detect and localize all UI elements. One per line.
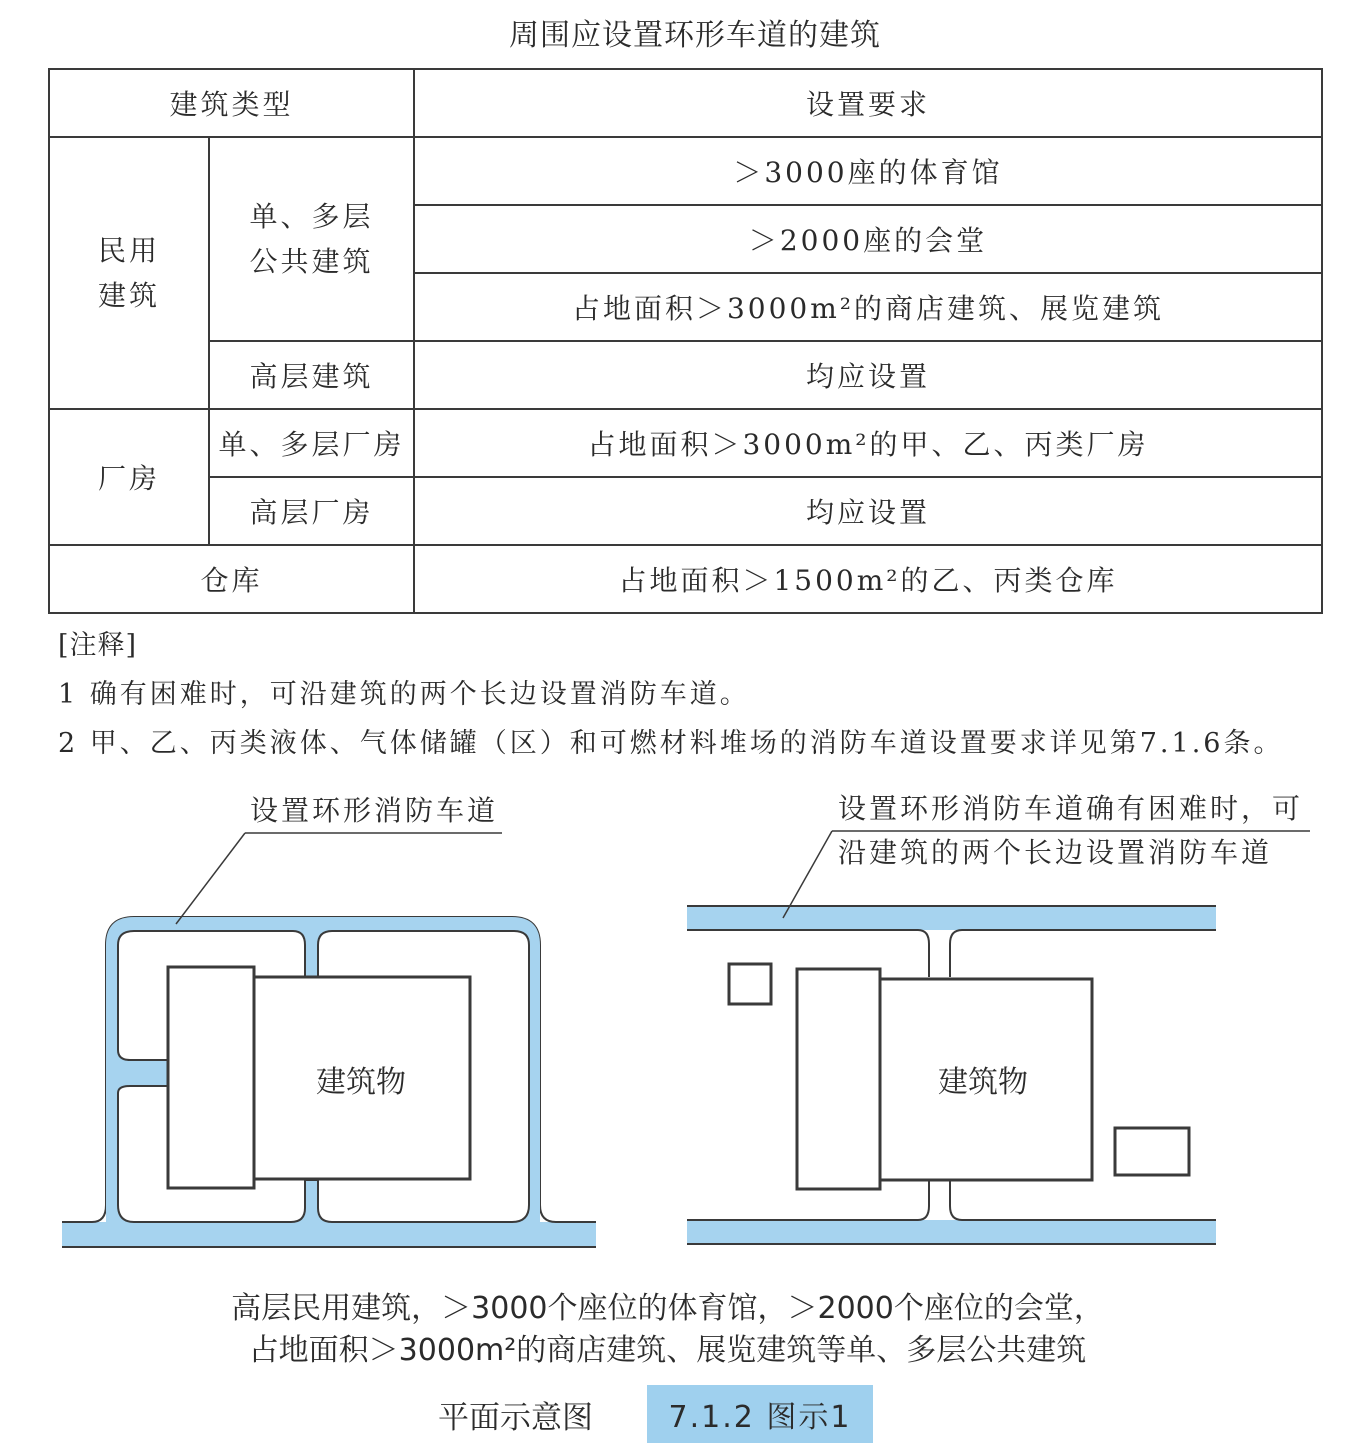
left-callout-label: 设置环形消防车道 xyxy=(250,794,499,827)
sub-high-rise: 高层建筑 xyxy=(209,341,414,409)
sub-public-line1: 单、多层 xyxy=(249,200,374,233)
requirement-cell: ＞3000座的体育馆 xyxy=(414,137,1322,205)
note-item: 2 甲、乙、丙类液体、气体储罐（区）和可燃材料堆场的消防车道设置要求详见第7.1.6条。 xyxy=(58,728,1284,759)
figure-id: 7.1.2 图示1 xyxy=(668,1400,852,1435)
site-plan-diagrams xyxy=(0,770,1370,1270)
notes xyxy=(58,624,1283,771)
caption-line2: 占地面积＞3000m²的商店建筑、展览建筑等单、多层公共建筑 xyxy=(248,1333,1087,1368)
right-callout-line2: 沿建筑的两个长边设置消防车道 xyxy=(838,836,1273,869)
road-bottom-left xyxy=(62,1222,596,1247)
right-callout-line1: 设置环形消防车道确有困难时，可 xyxy=(838,792,1304,825)
table-row xyxy=(49,545,1322,613)
header-building-type: 建筑类型 xyxy=(49,69,414,137)
road-bottom-right xyxy=(687,1220,1216,1244)
group-civil-line2: 建筑 xyxy=(97,279,160,312)
figure-id-badge xyxy=(647,1385,873,1443)
requirement-cell: 占地面积＞3000m²的甲、乙、丙类厂房 xyxy=(414,409,1322,477)
left-diagram xyxy=(62,794,596,1247)
table-row xyxy=(49,409,1322,477)
sub-public-low-rise xyxy=(209,137,414,341)
right-building-label: 建筑物 xyxy=(938,1065,1028,1100)
road-top-right xyxy=(687,906,1216,930)
caption-line1: 高层民用建筑，＞3000个座位的体育馆，＞2000个座位的会堂， xyxy=(231,1291,1104,1326)
requirement-cell: ＞2000座的会堂 xyxy=(414,205,1322,273)
small-structure xyxy=(1115,1128,1189,1175)
requirement-cell: 占地面积＞3000m²的商店建筑、展览建筑 xyxy=(414,273,1322,341)
left-building-label: 建筑物 xyxy=(316,1065,406,1100)
note-item: 1 确有困难时，可沿建筑的两个长边设置消防车道。 xyxy=(58,679,750,710)
header-requirement: 设置要求 xyxy=(414,69,1322,137)
group-factory: 厂房 xyxy=(49,409,209,545)
table-row xyxy=(49,137,1322,205)
notes-heading: [注释] xyxy=(58,630,138,661)
group-civil xyxy=(49,137,209,409)
group-warehouse: 仓库 xyxy=(49,545,414,613)
table-row xyxy=(49,477,1322,545)
sub-public-line2: 公共建筑 xyxy=(249,245,374,278)
sub-factory-high-rise: 高层厂房 xyxy=(209,477,414,545)
requirements-table xyxy=(48,68,1323,614)
table-row xyxy=(49,341,1322,409)
page-title: 周围应设置环形车道的建筑 xyxy=(509,18,881,53)
requirement-cell: 占地面积＞1500m²的乙、丙类仓库 xyxy=(414,545,1322,613)
right-diagram xyxy=(687,792,1310,1244)
group-civil-line1: 民用 xyxy=(97,234,160,267)
table-header-row xyxy=(49,69,1322,137)
small-structure xyxy=(729,964,771,1004)
plan-label: 平面示意图 xyxy=(438,1400,593,1436)
requirement-cell: 均应设置 xyxy=(414,341,1322,409)
sub-factory-low-rise: 单、多层厂房 xyxy=(209,409,414,477)
requirement-cell: 均应设置 xyxy=(414,477,1322,545)
